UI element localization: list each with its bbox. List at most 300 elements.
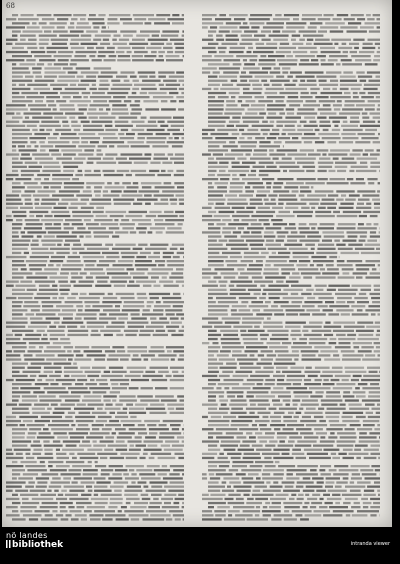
illegible-word (342, 158, 355, 160)
illegible-word (137, 293, 146, 295)
illegible-word (333, 158, 339, 160)
illegible-word (69, 117, 75, 119)
illegible-word (304, 383, 321, 385)
illegible-word (170, 387, 184, 389)
illegible-word (282, 342, 291, 344)
illegible-word (100, 43, 110, 45)
illegible-word (12, 461, 17, 463)
illegible-word (114, 285, 126, 287)
illegible-word (267, 342, 281, 344)
illegible-word (12, 186, 25, 188)
illegible-word (377, 424, 380, 426)
illegible-word (79, 235, 83, 237)
illegible-word (232, 117, 240, 119)
illegible-word (305, 371, 321, 373)
illegible-word (129, 412, 146, 414)
illegible-word (124, 330, 138, 332)
illegible-word (248, 289, 261, 291)
illegible-word (12, 149, 16, 151)
illegible-word (19, 84, 25, 86)
illegible-word (91, 346, 110, 348)
illegible-word (48, 141, 69, 143)
illegible-word (64, 186, 84, 188)
illegible-word (283, 428, 294, 430)
illegible-word (316, 276, 336, 278)
illegible-word (363, 43, 373, 45)
illegible-word (84, 149, 94, 151)
illegible-word (329, 469, 337, 471)
illegible-word (315, 215, 334, 217)
illegible-word (151, 43, 165, 45)
illegible-word (214, 215, 230, 217)
illegible-word (145, 436, 156, 438)
illegible-word (315, 379, 322, 381)
illegible-word (331, 39, 351, 41)
illegible-word (50, 260, 64, 262)
illegible-word (243, 481, 264, 483)
illegible-word (112, 104, 126, 106)
illegible-word (78, 424, 89, 426)
illegible-word (335, 486, 342, 488)
illegible-word (365, 22, 381, 24)
illegible-word (300, 231, 319, 233)
illegible-word (161, 108, 176, 110)
illegible-word (68, 506, 74, 508)
illegible-word (172, 14, 179, 16)
illegible-word (278, 137, 290, 139)
illegible-word (294, 416, 299, 418)
illegible-word (271, 305, 278, 307)
illegible-word (374, 350, 380, 352)
illegible-word (42, 309, 60, 311)
illegible-word (337, 264, 353, 266)
illegible-word (12, 367, 25, 369)
illegible-word (319, 166, 333, 168)
illegible-word (24, 182, 38, 184)
illegible-word (259, 112, 266, 114)
illegible-word (371, 297, 380, 299)
illegible-word (182, 502, 184, 504)
illegible-word (274, 67, 281, 69)
illegible-word (338, 248, 353, 250)
illegible-word (12, 76, 23, 78)
illegible-word (378, 47, 380, 49)
illegible-word (117, 145, 129, 147)
illegible-word (71, 293, 78, 295)
illegible-word (283, 420, 297, 422)
illegible-word (299, 30, 317, 32)
illegible-word (123, 35, 133, 37)
illegible-word (32, 117, 52, 119)
illegible-word (350, 51, 357, 53)
illegible-word (297, 162, 314, 164)
illegible-word (295, 445, 312, 447)
illegible-word (127, 268, 134, 270)
illegible-word (50, 248, 70, 250)
illegible-word (12, 268, 18, 270)
illegible-word (6, 203, 23, 205)
illegible-word (208, 445, 217, 447)
illegible-word (163, 252, 174, 254)
illegible-word (208, 100, 224, 102)
illegible-word (21, 194, 31, 196)
illegible-word (374, 55, 380, 57)
library-logo[interactable] (6, 531, 63, 551)
illegible-word (98, 14, 105, 16)
illegible-word (72, 481, 78, 483)
illegible-word (86, 436, 103, 438)
illegible-word (340, 436, 357, 438)
illegible-word (48, 104, 56, 106)
illegible-word (71, 125, 81, 127)
illegible-word (282, 30, 296, 32)
illegible-word (372, 408, 381, 410)
illegible-word (148, 18, 165, 20)
illegible-word (41, 240, 62, 242)
illegible-word (250, 465, 263, 467)
illegible-word (29, 215, 34, 217)
illegible-word (306, 367, 312, 369)
illegible-word (299, 63, 319, 65)
illegible-word (112, 39, 117, 41)
illegible-word (324, 334, 333, 336)
illegible-word (376, 96, 380, 98)
illegible-word (364, 449, 379, 451)
illegible-word (251, 231, 261, 233)
illegible-word (208, 301, 216, 303)
illegible-word (300, 420, 316, 422)
illegible-word (55, 371, 62, 373)
illegible-word (302, 354, 316, 356)
illegible-word (358, 199, 370, 201)
illegible-word (12, 473, 20, 475)
illegible-word (301, 293, 311, 295)
illegible-word (371, 445, 381, 447)
illegible-word (283, 289, 302, 291)
illegible-word (97, 408, 103, 410)
illegible-word (208, 395, 216, 397)
illegible-word (56, 305, 73, 307)
illegible-word (343, 211, 361, 213)
illegible-word (27, 367, 41, 369)
illegible-word (370, 166, 380, 168)
illegible-word (284, 84, 295, 86)
illegible-word (251, 170, 256, 172)
illegible-word (69, 498, 88, 500)
illegible-word (342, 379, 349, 381)
illegible-word (219, 399, 228, 401)
illegible-word (231, 309, 237, 311)
illegible-word (223, 416, 236, 418)
illegible-word (116, 449, 128, 451)
illegible-word (373, 59, 380, 61)
illegible-word (315, 141, 324, 143)
illegible-word (297, 125, 301, 127)
illegible-word (324, 235, 345, 237)
illegible-word (325, 301, 334, 303)
illegible-word (84, 174, 101, 176)
illegible-word (151, 346, 164, 348)
illegible-word (32, 22, 36, 24)
illegible-word (116, 293, 135, 295)
illegible-word (279, 194, 296, 196)
illegible-word (242, 39, 259, 41)
illegible-word (242, 440, 256, 442)
illegible-word (29, 518, 38, 520)
illegible-word (169, 92, 178, 94)
illegible-word (362, 117, 369, 119)
illegible-word (259, 145, 280, 147)
illegible-word (65, 112, 84, 114)
illegible-word (104, 334, 113, 336)
illegible-word (273, 473, 283, 475)
illegible-word (236, 498, 244, 500)
illegible-word (47, 47, 69, 49)
illegible-word (183, 129, 184, 131)
illegible-word (301, 350, 319, 352)
illegible-word (81, 43, 98, 45)
illegible-word (278, 199, 297, 201)
illegible-word (88, 18, 104, 20)
illegible-word (352, 313, 369, 315)
illegible-word (179, 354, 184, 356)
illegible-word (106, 326, 125, 328)
illegible-word (229, 121, 240, 123)
illegible-word (284, 510, 289, 512)
illegible-word (240, 367, 261, 369)
illegible-word (102, 26, 106, 28)
illegible-word (225, 194, 237, 196)
illegible-word (221, 272, 239, 274)
illegible-word (222, 490, 234, 492)
illegible-word (94, 170, 101, 172)
illegible-word (260, 334, 269, 336)
illegible-word (6, 108, 28, 110)
illegible-word (238, 100, 242, 102)
illegible-word (105, 186, 125, 188)
illegible-word (112, 235, 119, 237)
illegible-word (103, 158, 114, 160)
illegible-word (240, 445, 250, 447)
illegible-word (319, 158, 330, 160)
illegible-word (56, 264, 60, 266)
illegible-word (86, 223, 99, 225)
illegible-word (129, 428, 147, 430)
illegible-word (121, 129, 128, 131)
illegible-word (343, 449, 353, 451)
illegible-word (297, 112, 317, 114)
illegible-word (166, 59, 183, 61)
illegible-word (164, 494, 176, 496)
illegible-word (264, 457, 271, 459)
illegible-word (140, 399, 159, 401)
illegible-word (39, 162, 59, 164)
illegible-word (309, 121, 316, 123)
illegible-word (143, 453, 148, 455)
illegible-word (343, 129, 363, 131)
illegible-word (227, 453, 241, 455)
illegible-word (118, 317, 128, 319)
illegible-word (348, 22, 361, 24)
illegible-word (326, 391, 340, 393)
illegible-word (302, 18, 316, 20)
illegible-word (354, 502, 360, 504)
illegible-word (61, 149, 82, 151)
illegible-word (119, 395, 135, 397)
illegible-word (156, 14, 170, 16)
illegible-word (282, 272, 290, 274)
illegible-word (208, 469, 226, 471)
illegible-word (105, 436, 114, 438)
illegible-word (231, 424, 249, 426)
illegible-word (222, 346, 244, 348)
illegible-word (124, 301, 144, 303)
illegible-word (240, 80, 247, 82)
illegible-word (250, 244, 263, 246)
illegible-word (167, 264, 184, 266)
illegible-word (179, 80, 185, 82)
illegible-word (262, 67, 271, 69)
illegible-word (47, 391, 68, 393)
illegible-word (63, 166, 78, 168)
illegible-word (112, 276, 132, 278)
illegible-word (140, 92, 147, 94)
illegible-word (261, 80, 267, 82)
illegible-word (87, 112, 108, 114)
illegible-word (333, 473, 348, 475)
illegible-word (20, 281, 32, 283)
illegible-word (54, 223, 61, 225)
illegible-word (158, 354, 176, 356)
illegible-word (6, 449, 12, 451)
illegible-word (16, 219, 22, 221)
illegible-word (95, 285, 111, 287)
illegible-word (12, 190, 21, 192)
illegible-word (131, 473, 136, 475)
illegible-word (291, 293, 298, 295)
illegible-word (12, 436, 25, 438)
illegible-word (309, 223, 317, 225)
illegible-word (28, 104, 46, 106)
illegible-word (127, 322, 148, 324)
illegible-word (273, 481, 278, 483)
illegible-word (163, 301, 184, 303)
illegible-word (223, 334, 238, 336)
illegible-word (57, 80, 79, 82)
illegible-word (273, 18, 290, 20)
illegible-word (265, 502, 270, 504)
illegible-word (6, 178, 13, 180)
illegible-word (121, 71, 135, 73)
illegible-word (250, 14, 272, 16)
illegible-word (320, 47, 335, 49)
illegible-word (366, 326, 380, 328)
illegible-word (341, 133, 355, 135)
illegible-word (137, 137, 145, 139)
illegible-word (169, 473, 179, 475)
illegible-word (311, 256, 326, 258)
illegible-word (342, 137, 358, 139)
illegible-word (339, 207, 354, 209)
illegible-word (12, 252, 21, 254)
illegible-word (134, 18, 146, 20)
illegible-word (270, 80, 290, 82)
illegible-word (229, 141, 235, 143)
illegible-word (108, 18, 118, 20)
illegible-word (16, 285, 36, 287)
illegible-word (233, 375, 249, 377)
illegible-word (48, 424, 69, 426)
illegible-word (25, 190, 36, 192)
illegible-word (24, 227, 42, 229)
illegible-word (311, 92, 318, 94)
illegible-word (318, 170, 327, 172)
illegible-word (81, 518, 87, 520)
illegible-word (265, 276, 286, 278)
illegible-word (229, 92, 240, 94)
illegible-word (54, 363, 72, 365)
illegible-word (127, 367, 146, 369)
illegible-word (222, 371, 233, 373)
illegible-word (29, 264, 46, 266)
illegible-word (32, 412, 50, 414)
illegible-word (353, 375, 362, 377)
illegible-word (89, 14, 96, 16)
illegible-word (266, 22, 284, 24)
illegible-word (104, 59, 116, 61)
illegible-word (355, 387, 360, 389)
illegible-word (361, 137, 378, 139)
illegible-word (255, 371, 273, 373)
illegible-word (355, 59, 371, 61)
illegible-word (314, 43, 333, 45)
illegible-word (18, 18, 39, 20)
illegible-word (337, 432, 356, 434)
illegible-word (245, 186, 250, 188)
illegible-word (176, 313, 184, 315)
illegible-word (336, 63, 340, 65)
illegible-word (336, 309, 353, 311)
illegible-word (342, 63, 362, 65)
illegible-word (12, 166, 27, 168)
illegible-word (84, 317, 97, 319)
illegible-word (105, 129, 118, 131)
illegible-word (170, 367, 184, 369)
illegible-word (321, 399, 343, 401)
illegible-word (86, 30, 98, 32)
illegible-word (37, 63, 44, 65)
illegible-word (64, 371, 83, 373)
illegible-word (18, 477, 33, 479)
illegible-word (224, 387, 229, 389)
illegible-word (46, 379, 55, 381)
illegible-word (60, 502, 73, 504)
illegible-word (219, 30, 230, 32)
illegible-word (250, 404, 256, 406)
illegible-word (232, 178, 239, 180)
illegible-word (293, 404, 298, 406)
illegible-word (84, 219, 91, 221)
illegible-word (126, 404, 133, 406)
illegible-word (226, 104, 237, 106)
illegible-word (182, 30, 184, 32)
illegible-word (241, 35, 252, 37)
illegible-word (62, 383, 72, 385)
illegible-word (252, 424, 257, 426)
illegible-word (177, 186, 184, 188)
illegible-word (350, 424, 361, 426)
illegible-word (175, 153, 184, 155)
